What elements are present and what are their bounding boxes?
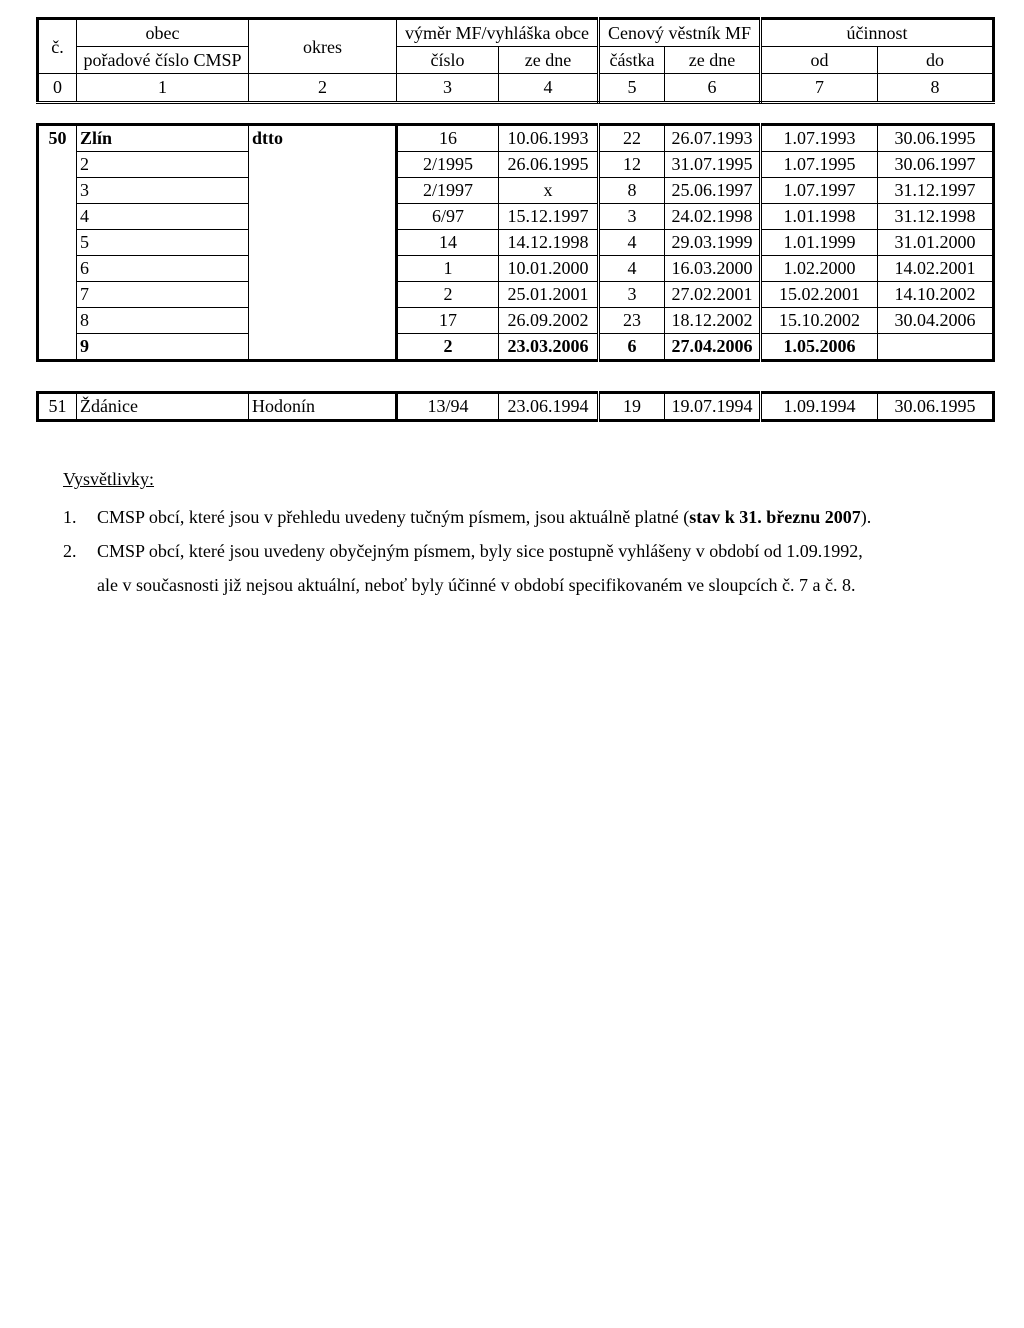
do-cell: 30.06.1997 xyxy=(878,152,994,178)
notes-title: Vysvětlivky: xyxy=(63,469,155,489)
table-row xyxy=(38,282,994,308)
notes-section xyxy=(63,462,871,602)
od-cell: 1.07.1993 xyxy=(761,125,878,152)
od-cell: 1.01.1999 xyxy=(761,230,878,256)
ze-dne-cell: 26.09.2002 xyxy=(499,308,599,334)
vestnik-date-cell: 29.03.1999 xyxy=(665,230,761,256)
cislo-cell: 14 xyxy=(397,230,499,256)
castka-cell: 3 xyxy=(599,204,665,230)
cislo-cell: 2 xyxy=(397,282,499,308)
header-okres: okres xyxy=(249,19,397,74)
cislo-cell: 2/1995 xyxy=(397,152,499,178)
cislo-cell: 1 xyxy=(397,256,499,282)
od-cell: 1.07.1995 xyxy=(761,152,878,178)
ze-dne-cell: 23.03.2006 xyxy=(499,334,599,361)
note-number: 1. xyxy=(63,507,77,527)
vestnik-date-cell: 31.07.1995 xyxy=(665,152,761,178)
ze-dne-cell: x xyxy=(499,178,599,204)
cislo-cell: 2/1997 xyxy=(397,178,499,204)
zdanice-table xyxy=(36,391,995,422)
table-row-current xyxy=(38,334,994,361)
index-cell: 7 xyxy=(761,74,878,103)
table-row xyxy=(38,308,994,334)
vestnik-date-cell: 24.02.1998 xyxy=(665,204,761,230)
od-cell: 1.01.1998 xyxy=(761,204,878,230)
castka-cell: 4 xyxy=(599,256,665,282)
note-item xyxy=(63,500,871,534)
vestnik-date-cell: 16.03.2000 xyxy=(665,256,761,282)
header-vestnik: Cenový věstník MF xyxy=(599,19,761,47)
castka-cell: 23 xyxy=(599,308,665,334)
table-row xyxy=(38,152,994,178)
vestnik-date-cell: 27.02.2001 xyxy=(665,282,761,308)
ze-dne-cell: 25.01.2001 xyxy=(499,282,599,308)
obec-name: Zlín xyxy=(77,125,249,152)
header-table xyxy=(36,17,995,104)
ze-dne-cell: 10.01.2000 xyxy=(499,256,599,282)
zlin-table xyxy=(36,123,995,362)
vestnik-date-cell: 18.12.2002 xyxy=(665,308,761,334)
note-text-part: CMSP obcí, které jsou v přehledu uvedeny tučným písmem, jsou aktuálně platné ( xyxy=(97,507,690,527)
table-row xyxy=(38,230,994,256)
ze-dne-cell: 14.12.1998 xyxy=(499,230,599,256)
castka-cell: 22 xyxy=(599,125,665,152)
header-vymer: výměr MF/vyhláška obce xyxy=(397,19,599,47)
do-cell: 31.12.1998 xyxy=(878,204,994,230)
do-cell: 14.10.2002 xyxy=(878,282,994,308)
do-cell: 14.02.2001 xyxy=(878,256,994,282)
do-cell: 30.06.1995 xyxy=(878,393,994,421)
seq-cell: 8 xyxy=(77,308,249,334)
note-text xyxy=(97,500,871,534)
header-cislo: číslo xyxy=(397,47,499,74)
table-row xyxy=(38,204,994,230)
note-text: CMSP obcí, které jsou uvedeny obyčejným písmem, byly sice postupně vyhlášeny v období od 1.09.1992, xyxy=(97,541,863,561)
index-cell: 4 xyxy=(499,74,599,103)
seq-cell: 3 xyxy=(77,178,249,204)
castka-cell: 3 xyxy=(599,282,665,308)
seq-cell: 9 xyxy=(77,334,249,361)
seq-cell: 2 xyxy=(77,152,249,178)
seq-cell: 4 xyxy=(77,204,249,230)
castka-cell: 4 xyxy=(599,230,665,256)
header-castka: částka xyxy=(599,47,665,74)
seq-cell: 6 xyxy=(77,256,249,282)
do-cell xyxy=(878,334,994,361)
table-row xyxy=(38,256,994,282)
do-cell: 31.01.2000 xyxy=(878,230,994,256)
od-cell: 15.10.2002 xyxy=(761,308,878,334)
seq-cell: 7 xyxy=(77,282,249,308)
castka-cell: 19 xyxy=(599,393,665,421)
index-cell: 3 xyxy=(397,74,499,103)
header-col-c: č. xyxy=(38,19,77,74)
note-text-part: ). xyxy=(860,507,872,527)
vestnik-date-cell: 19.07.1994 xyxy=(665,393,761,421)
header-obec: obec xyxy=(77,19,249,47)
table-row xyxy=(38,393,994,421)
od-cell: 15.02.2001 xyxy=(761,282,878,308)
table-row xyxy=(38,125,994,152)
cislo-cell: 17 xyxy=(397,308,499,334)
seq-cell: 5 xyxy=(77,230,249,256)
header-do: do xyxy=(878,47,994,74)
od-cell: 1.02.2000 xyxy=(761,256,878,282)
ze-dne-cell: 10.06.1993 xyxy=(499,125,599,152)
row-number: 51 xyxy=(38,393,77,421)
od-cell: 1.05.2006 xyxy=(761,334,878,361)
okres-name: Hodonín xyxy=(249,393,397,421)
index-cell: 6 xyxy=(665,74,761,103)
header-ze-dne-2: ze dne xyxy=(665,47,761,74)
cislo-cell: 13/94 xyxy=(397,393,499,421)
castka-cell: 8 xyxy=(599,178,665,204)
vestnik-date-cell: 27.04.2006 xyxy=(665,334,761,361)
ze-dne-cell: 23.06.1994 xyxy=(499,393,599,421)
do-cell: 30.06.1995 xyxy=(878,125,994,152)
header-od: od xyxy=(761,47,878,74)
index-cell: 1 xyxy=(77,74,249,103)
index-cell: 8 xyxy=(878,74,994,103)
header-poradove: pořadové číslo CMSP xyxy=(77,47,249,74)
row-number: 50 xyxy=(38,125,77,361)
index-cell: 5 xyxy=(599,74,665,103)
do-cell: 31.12.1997 xyxy=(878,178,994,204)
table-row xyxy=(38,178,994,204)
od-cell: 1.09.1994 xyxy=(761,393,878,421)
header-ze-dne: ze dne xyxy=(499,47,599,74)
do-cell: 30.04.2006 xyxy=(878,308,994,334)
cislo-cell: 16 xyxy=(397,125,499,152)
note-text-bold: stav k 31. březnu 2007 xyxy=(689,507,861,527)
note-text-continuation: ale v současnosti již nejsou aktuální, neboť byly účinné v období specifikovaném ve sloupcích č. 7 a č. 8. xyxy=(97,575,856,595)
ze-dne-cell: 26.06.1995 xyxy=(499,152,599,178)
cislo-cell: 6/97 xyxy=(397,204,499,230)
ze-dne-cell: 15.12.1997 xyxy=(499,204,599,230)
vestnik-date-cell: 26.07.1993 xyxy=(665,125,761,152)
index-cell: 0 xyxy=(38,74,77,103)
obec-name: Ždánice xyxy=(77,393,249,421)
index-cell: 2 xyxy=(249,74,397,103)
cislo-cell: 2 xyxy=(397,334,499,361)
header-ucinnost: účinnost xyxy=(761,19,994,47)
note-number: 2. xyxy=(63,541,77,561)
od-cell: 1.07.1997 xyxy=(761,178,878,204)
castka-cell: 6 xyxy=(599,334,665,361)
vestnik-date-cell: 25.06.1997 xyxy=(665,178,761,204)
okres-name: dtto xyxy=(249,125,397,361)
castka-cell: 12 xyxy=(599,152,665,178)
note-item xyxy=(63,534,871,568)
